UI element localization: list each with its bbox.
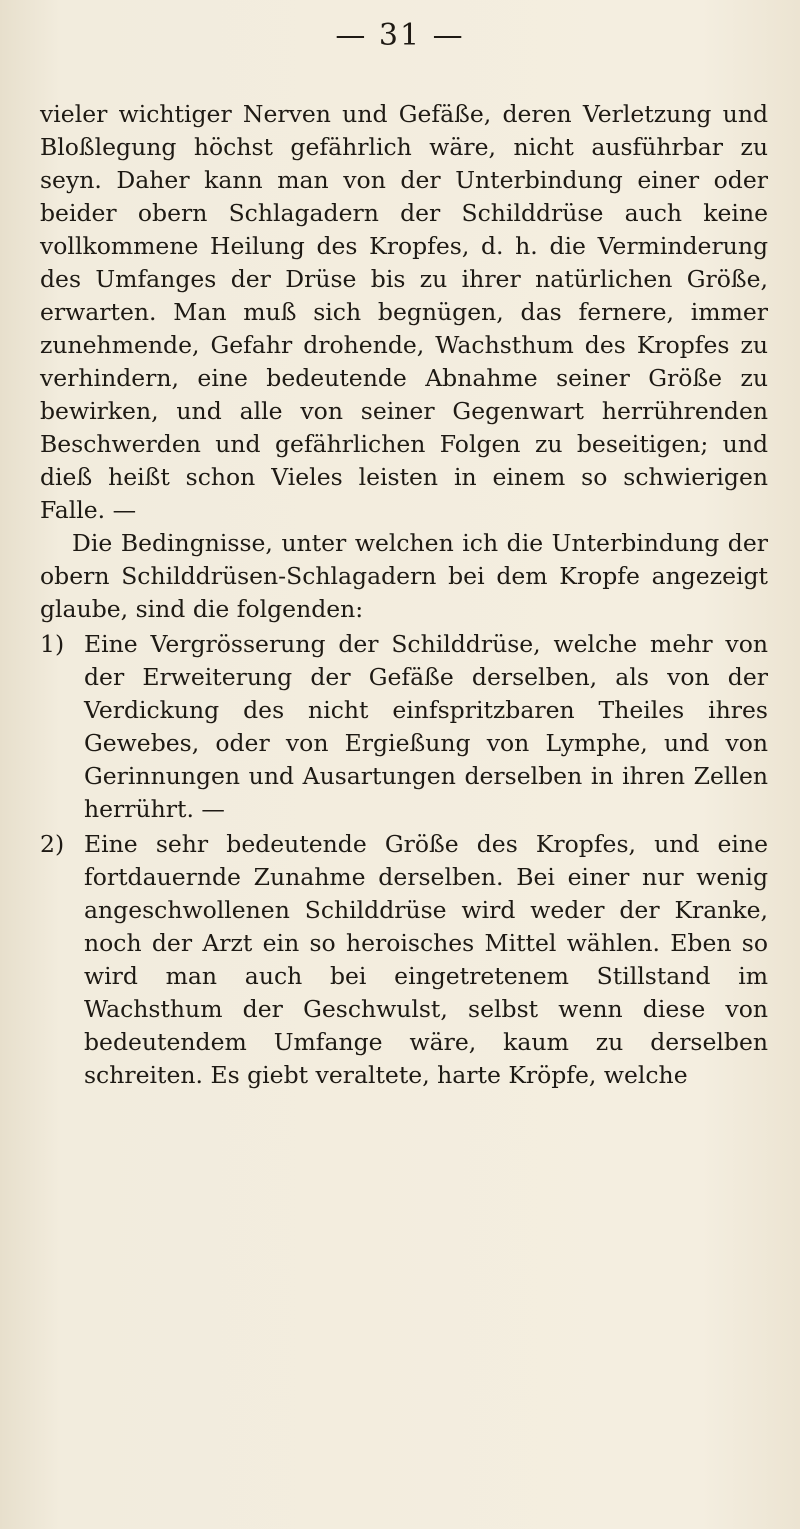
list-item-number: 1) [40, 630, 65, 658]
body-text [40, 98, 768, 1092]
paragraph-2: Die Bedingnisse, unter welchen ich die Unterbindung der obern Schilddrüsen-Schlagadern bei dem Kropfe angezeigt glaube, sind die folgenden: [40, 529, 768, 623]
page-number: — 31 — [335, 18, 465, 53]
list-item-number: 2) [40, 830, 65, 858]
list-item-text: Eine Vergrösserung der Schilddrüse, welche mehr von der Erweiterung der Gefäße derselben, als von der Verdickung des nicht einfspritzbaren Theiles ihres Gewebes, oder von Ergießung von Lymphe, und von Gerinnungen und Ausartungen derselben in ihren Zellen herrührt. — [84, 630, 768, 823]
list-item-1 [40, 628, 768, 826]
list-item-2 [40, 828, 768, 1092]
list-item-text: Eine sehr bedeutende Größe des Kropfes, und eine fortdauernde Zunahme derselben. Bei einer nur wenig angeschwollenen Schilddrüse wird weder der Kranke, noch der Arzt ein so heroisches Mittel wählen. Eben so wird man auch bei eingetretenem Stillstand im Wachsthum der Geschwulst, selbst wenn diese von bedeutendem Umfange wäre, kaum zu derselben schreiten. Es giebt veraltete, harte Kröpfe, welche [84, 830, 768, 1089]
paragraph-1: vieler wichtiger Nerven und Gefäße, deren Verletzung und Bloßlegung höchst gefährlich wäre, nicht ausführbar zu seyn. Daher kann man von der Unterbindung einer oder beider obern Schlagadern der Schilddrüse auch keine vollkommene Heilung des Kropfes, d. h. die Verminderung des Umfanges der Drüse bis zu ihrer natürlichen Größe, erwarten. Man muß sich begnügen, das fernere, immer zunehmende, Gefahr drohende, Wachsthum des Kropfes zu verhindern, eine bedeutende Abnahme seiner Größe zu bewirken, und alle von seiner Gegenwart herrührenden Beschwerden und gefährlichen Folgen zu beseitigen; und dieß heißt schon Vieles leisten in einem so schwierigen Falle. — [40, 100, 768, 524]
